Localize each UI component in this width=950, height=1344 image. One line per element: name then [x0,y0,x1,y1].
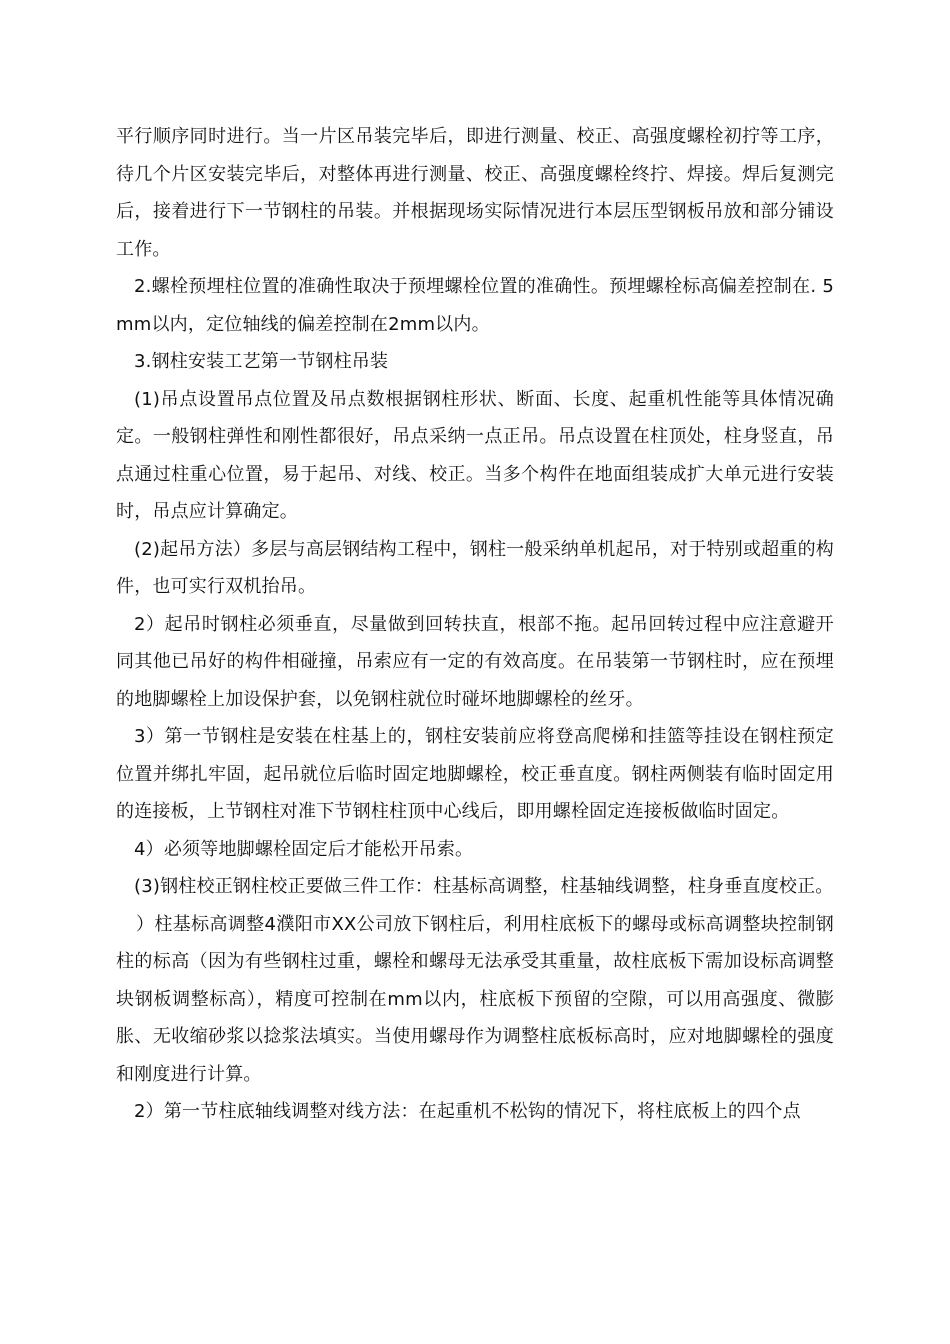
paragraph-6: 2）起吊时钢柱必须垂直，尽量做到回转扶直，根部不拖。起吊回转过程中应注意避开同其他已吊好的构件相碰撞，吊索应有一定的有效高度。在吊装第一节钢柱时，应在预埋的地脚螺栓上加设保护套，以免钢柱就位时碰坏地脚螺栓的丝牙。 [116,613,834,710]
paragraph-3: 3.钢柱安装工艺第一节钢柱吊装 [134,351,389,372]
paragraph-4: (1)吊点设置吊点位置及吊点数根据钢柱形状、断面、长度、起重机性能等具体情况确定。一般钢柱弹性和刚性都很好，吊点采纳一点正吊。吊点设置在柱顶处，柱身竖直，吊点通过柱重心位置，易于起吊、对线、校正。当多个构件在地面组装成扩大单元进行安装时，吊点应计算确定。 [116,388,834,522]
paragraph-1: 平行顺序同时进行。当一片区吊装完毕后，即进行测量、校正、高强度螺栓初拧等工序，待几个片区安装完毕后，对整体再进行测量、校正、高强度螺栓终拧、焊接。焊后复测完后，接着进行下一节钢柱的吊装。并根据现场实际情况进行本层压型钢板吊放和部分铺设工作。 [116,126,834,260]
paragraph-8: 4）必须等地脚螺栓固定后才能松开吊索。 [134,838,474,860]
document-body [116,118,834,1131]
paragraph-10: ）柱基标高调整4濮阳市XX公司放下钢柱后，利用柱底板下的螺母或标高调整块控制钢柱的标高（因为有些钢柱过重，螺栓和螺母无法承受其重量，故柱底板下需加设标高调整块钢板调整标高），精度可控制在mm以内，柱底板下预留的空隙，可以用高强度、微膨胀、无收缩砂浆以捻浆法填实。当使用螺母作为调整柱底板标高时，应对地脚螺栓的强度和刚度进行计算。 [116,913,834,1085]
paragraph-5: (2)起吊方法）多层与高层钢结构工程中，钢柱一般采纳单机起吊，对于特别或超重的构件，也可实行双机抬吊。 [116,538,834,597]
paragraph-9: (3)钢柱校正钢柱校正要做三件工作：柱基标高调整，柱基轴线调整，柱身垂直度校正。 [134,876,834,897]
paragraph-11: 2）第一节柱底轴线调整对线方法：在起重机不松钩的情况下，将柱底板上的四个点 [134,1101,801,1122]
paragraph-7: 3）第一节钢柱是安装在柱基上的，钢柱安装前应将登高爬梯和挂篮等挂设在钢柱预定位置并绑扎牢固，起吊就位后临时固定地脚螺栓，校正垂直度。钢柱两侧装有临时固定用的连接板，上节钢柱对准下节钢柱柱顶中心线后，即用螺栓固定连接板做临时固定。 [116,726,834,822]
paragraph-2: 2.螺栓预埋柱位置的准确性取决于预埋螺栓位置的准确性。预埋螺栓标高偏差控制在. 5mm以内，定位轴线的偏差控制在2mm以内。 [116,276,834,335]
